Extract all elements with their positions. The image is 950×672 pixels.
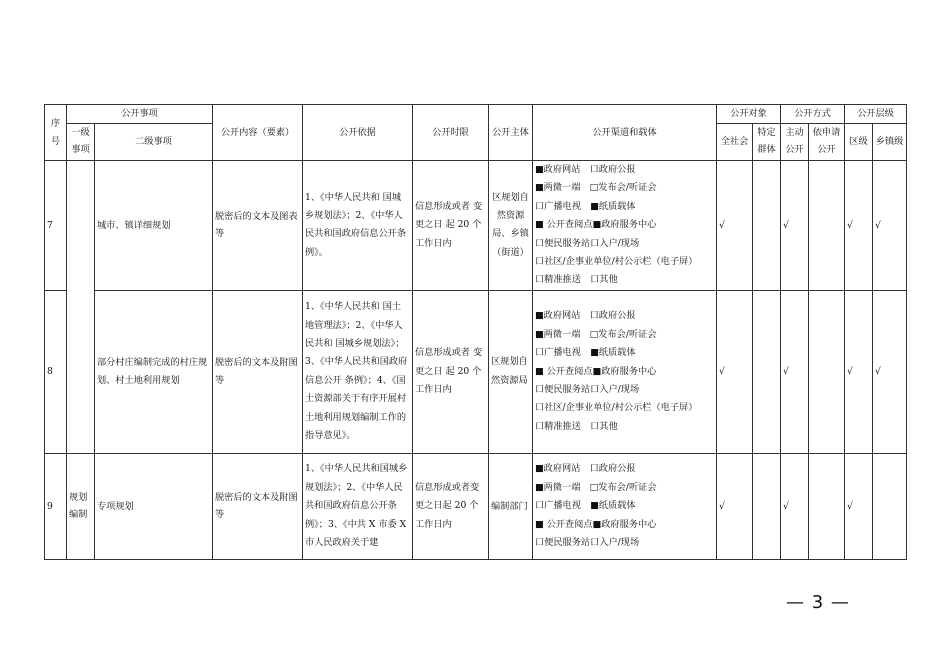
- mark-township: √: [873, 290, 907, 453]
- mark-society: √: [717, 290, 753, 453]
- row-subject: 区规划自然资源局: [489, 290, 533, 453]
- row-seq: 7: [45, 161, 67, 291]
- row-level2: 部分村庄编制完成的村庄规划、村土地利用规划: [95, 290, 213, 453]
- mark-district: √: [845, 161, 873, 291]
- header-district: 区级: [845, 124, 873, 161]
- channel-line: 口广播电视 ■纸质载体: [535, 200, 636, 212]
- header-subject: 公开主体: [489, 105, 533, 161]
- channel-line: 口便民服务站口入户/现场: [535, 384, 640, 396]
- channel-line: ■政府网站 口政府公报: [535, 164, 636, 175]
- channel-line: ■两微一端 □发布会/听证会: [535, 328, 657, 340]
- channel-line: ■政府网站 口政府公报: [535, 310, 636, 322]
- table-row: [45, 161, 907, 291]
- row-level1: 规划编制: [67, 453, 95, 559]
- row-time-limit: 信息形成或者 变更之日 起 20 个工作日内: [413, 161, 489, 291]
- channel-line: ■两微一端 □发布会/听证会: [535, 182, 657, 194]
- channel-line: 口精准推送 口其他: [535, 420, 618, 432]
- header-tier: 公开层级: [845, 105, 907, 124]
- channel-line: 口社区/企事业单位/村公示栏（电子屏）: [535, 256, 698, 268]
- row-level2: 城市、镇详细规划: [95, 161, 213, 291]
- mark-on-request: [809, 161, 845, 291]
- mark-district: √: [845, 290, 873, 453]
- table-row: [45, 453, 907, 559]
- row-channels: [533, 161, 717, 291]
- row-channels: [533, 453, 717, 559]
- mark-active: √: [781, 290, 809, 453]
- channel-line: ■ 公开查阅点■政府服务中心: [535, 518, 657, 530]
- row-level2: 专项规划: [95, 453, 213, 559]
- row-time-limit: 信息形成或者变更之日起 20 个工作日内: [413, 453, 489, 559]
- mark-society: √: [717, 453, 753, 559]
- row-seq: 8: [45, 290, 67, 453]
- channel-line: ■ 公开查阅点■政府服务中心: [535, 219, 657, 231]
- channel-line: 口精准推送 口其他: [535, 274, 618, 286]
- disclosure-table: [44, 104, 907, 560]
- row-channels: [533, 290, 717, 453]
- mark-township: [873, 453, 907, 559]
- channel-line: 口社区/企事业单位/村公示栏（电子屏）: [535, 402, 698, 414]
- channel-line: ■政府网站 口政府公报: [535, 463, 636, 475]
- header-active: 主动公开: [781, 124, 809, 161]
- mark-society: √: [717, 161, 753, 291]
- row-seq: 9: [45, 453, 67, 559]
- header-seq: 序号: [45, 105, 67, 161]
- header-level2: 二级事项: [95, 124, 213, 161]
- header-matter: 公开事项: [67, 105, 213, 124]
- channel-line: 口便民服务站口入户/现场: [535, 536, 640, 548]
- header-channel: 公开渠道和载体: [533, 105, 717, 161]
- header-on-request: 依申请公开: [809, 124, 845, 161]
- header-audience: 公开对象: [717, 105, 781, 124]
- header-time-limit: 公开时限: [413, 105, 489, 161]
- row-time-limit: 信息形成或者 变更之日 起 20 个工作日内: [413, 290, 489, 453]
- header-content: 公开内容（要素）: [213, 105, 303, 161]
- row-subject: 编制部门: [489, 453, 533, 559]
- header-society: 全社会: [717, 124, 753, 161]
- mark-on-request: [809, 290, 845, 453]
- mark-township: √: [873, 161, 907, 291]
- row-content: 脱密后的文本及附图等: [213, 290, 303, 453]
- row-content: 脱密后的文本及图表等: [213, 161, 303, 291]
- table-row: [45, 290, 907, 453]
- row-basis: 1、《中华人民共和国城乡规划法》；2、《中华人民共和国政府信息公开条例》；3、《中共 X 市委 X 市人民政府关于建: [303, 453, 413, 559]
- header-method: 公开方式: [781, 105, 845, 124]
- row-content: 脱密后的文本及附图等: [213, 453, 303, 559]
- header-basis: 公开依据: [303, 105, 413, 161]
- channel-line: 口广播电视 ■纸质载体: [535, 500, 636, 512]
- mark-on-request: [809, 453, 845, 559]
- page-number: — 3 —: [786, 592, 850, 613]
- row-basis: 1、《中华人民共和 国城乡规划法》；2、《中华人民共和国政府信息公开条例》。: [303, 161, 413, 291]
- mark-active: √: [781, 453, 809, 559]
- row-basis: 1、《中华人民共和 国土地管理法》；2、《中华人民共和 国城乡规划法》；3、《中华人民共和国政府信息公开 条例》；4、《国土资源部关于有序开展村土地利用规划编制工作的指导意见》。: [303, 290, 413, 453]
- channel-line: ■两微一端 □发布会/听证会: [535, 481, 657, 493]
- channel-line: 口便民服务站口入户/现场: [535, 237, 640, 249]
- header-level1: 一级事项: [67, 124, 95, 161]
- mark-specific: [753, 161, 781, 291]
- row-level1: [67, 161, 95, 454]
- header-township: 乡镇级: [873, 124, 907, 161]
- header-specific: 特定群体: [753, 124, 781, 161]
- mark-specific: [753, 453, 781, 559]
- mark-district: √: [845, 453, 873, 559]
- row-subject: 区规划自然资源局、乡镇（街道）: [489, 161, 533, 291]
- channel-line: 口广播电视 ■纸质载体: [535, 347, 636, 359]
- channel-line: ■ 公开查阅点■政府服务中心: [535, 365, 657, 377]
- mark-active: √: [781, 161, 809, 291]
- mark-specific: [753, 290, 781, 453]
